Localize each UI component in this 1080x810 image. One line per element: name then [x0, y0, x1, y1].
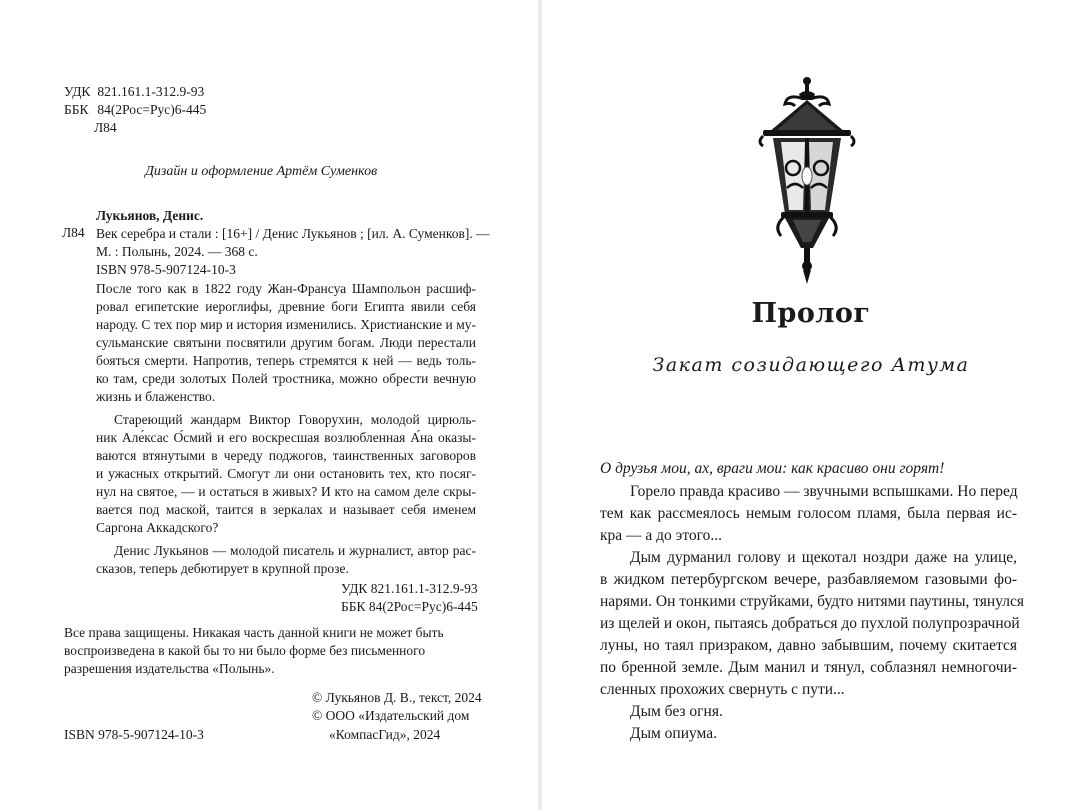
udk-footer: УДК 821.161.1-312.9-93 — [341, 581, 478, 596]
bbk-label: ББК — [64, 102, 89, 117]
annotation-line: жизнь и блаженство. — [96, 389, 216, 404]
annotation-line: Денис Лукьянов — молодой писатель и журналист, автор рас- — [114, 543, 476, 558]
annotation-line: бояться смерти. Напротив, теперь стремятся к ней — ведь толь- — [96, 353, 476, 368]
chapter-title: Пролог — [751, 298, 871, 329]
prologue-page — [542, 0, 1080, 810]
bbk-row — [64, 101, 206, 119]
annotation-line: ваются втянутыми в череду поджогов, таинственных заговоров — [96, 448, 476, 463]
epigraph: О друзья мои, ах, враги мои: как красиво они горят! — [600, 460, 945, 477]
annotation-line: Саргона Аккадского? — [96, 520, 219, 535]
body-line: кра — а до этого... — [600, 527, 722, 544]
annotation-line: нул на святое, — и остаться в живых? И кто на самом деле скры- — [96, 484, 476, 499]
annotation-line: вается под маской, таится в зеркалах и называет себя именем — [96, 502, 476, 517]
annotation-line: ник Але́ксас О́смий и его воскресшая возлюбленная А́на оказы- — [96, 430, 476, 445]
annotation-line: и ужасных открытий. Смогут ли они остановить тех, кто посяг- — [96, 466, 476, 481]
bbk-value: 84(2Рос=Рус)6-445 — [97, 102, 207, 117]
rights-line: воспроизведена в какой бы то ни было форме без письменного — [64, 643, 426, 658]
annotation-line: сказов, теперь дебютирует в крупной прозе. — [96, 561, 349, 576]
catalog-line: М. : Полынь, 2024. — 368 с. — [96, 244, 258, 259]
annotation-line: ко там, среди золотых Полей тростника, можно обрести вечную — [96, 371, 476, 386]
rights-line: разрешения издательства «Полынь». — [64, 661, 275, 676]
chapter-subtitle: Закат созидающего Атума — [652, 354, 970, 376]
isbn-footer: ISBN 978-5-907124-10-3 — [64, 727, 204, 742]
copyright-line: «КомпасГид», 2024 — [329, 727, 441, 742]
author-code: Л84 — [94, 120, 117, 135]
body-line: нарями. Он тонкими струйками, будто нитями паутины, тянулся — [600, 593, 1025, 610]
udk-value: 821.161.1-312.9-93 — [97, 84, 205, 99]
copyright-line: © ООО «Издательский дом — [312, 708, 470, 723]
catalog-author: Лукьянов, Денис. — [96, 208, 204, 223]
annotation-line: Стареющий жандарм Виктор Говорухин, молодой цирюль- — [114, 412, 476, 427]
annotation-line: ровал египетские иероглифы, древние боги Египта явили себя — [96, 299, 476, 314]
body-line: луны, но таял призраком, давно забывшим, почему скитается — [600, 637, 1017, 654]
body-line: в жидком петербургском вечере, разбавляемом газовыми фо- — [600, 571, 1017, 588]
udk-row — [64, 83, 206, 101]
imprint-page — [0, 0, 538, 810]
body-line: тем как рассмеялось немым голосом пламя, была первая ис- — [600, 505, 1017, 522]
udk-label: УДК — [64, 84, 91, 99]
body-line: Дым опиума. — [630, 725, 718, 742]
design-credit: Дизайн и оформление Артём Суменков — [145, 164, 378, 179]
classification-block — [64, 83, 206, 137]
catalog-code: Л84 — [62, 225, 85, 240]
body-line: сленных прохожих свернуть с пути... — [600, 681, 845, 698]
copyright-line: © Лукьянов Д. В., текст, 2024 — [312, 690, 482, 705]
body-line: по бренной земле. Дым манил и тянул, соблазнял немногочи- — [600, 659, 1017, 676]
body-line: Дым дурманил голову и щекотал ноздри даже на улице, — [630, 549, 1017, 566]
annotation-line: После того как в 1822 году Жан-Франсуа Шампольон расшиф- — [96, 281, 476, 296]
bbk-footer: ББК 84(2Рос=Рус)6-445 — [341, 599, 478, 614]
catalog-line: ISBN 978-5-907124-10-3 — [96, 262, 236, 277]
annotation-line: народу. С тех пор мир и история изменились. Христианские и му- — [96, 317, 476, 332]
body-line: Горело правда красиво — звучными вспышками. Но перед — [630, 483, 1018, 500]
annotation-line: сульманские святыни посвятили другим богам. Люди перестали — [96, 335, 476, 350]
catalog-line: Век серебра и стали : [16+] / Денис Лукьянов ; [ил. А. Суменков]. — — [96, 226, 490, 241]
street-lantern-icon — [747, 76, 867, 288]
body-line: из щелей и окон, пытаясь добраться до пухлой полупрозрачной — [600, 615, 1020, 632]
body-line: Дым без огня. — [630, 703, 723, 720]
rights-line: Все права защищены. Никакая часть данной книги не может быть — [64, 625, 444, 640]
